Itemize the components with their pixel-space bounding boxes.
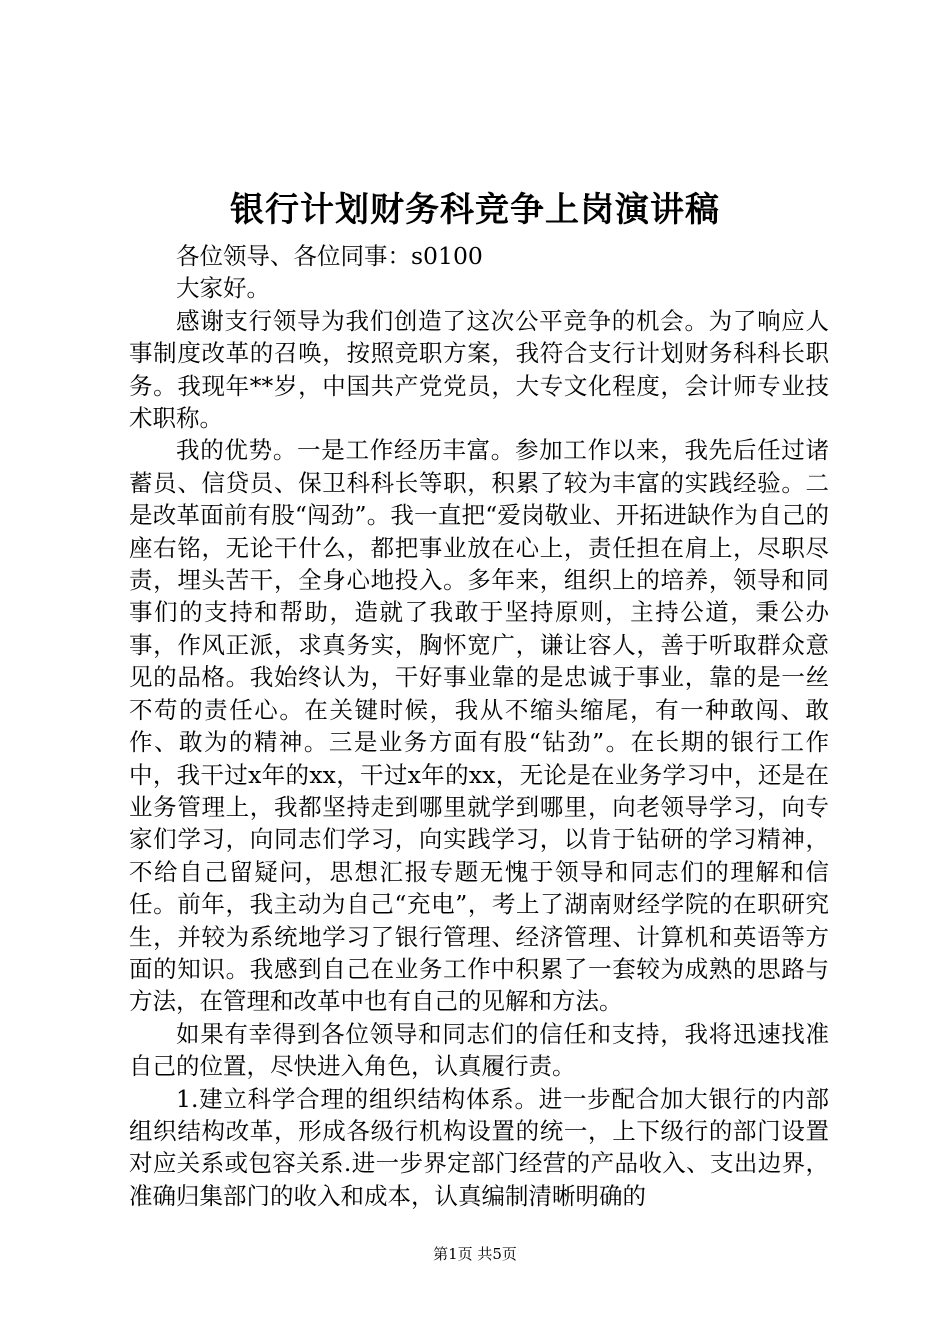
document-title: 银行计划财务科竞争上岗演讲稿 — [230, 190, 720, 230]
plan-item-paragraph: 1.建立科学合理的组织结构体系。进一步配合加大银行的内部组织结构改革，形成各级行机构设置的统一，上下级行的部门设置对应关系或包容关系.进一步界定部门经营的产品收入、支出边界，准确归集部门的收入和成本，认真编制清晰明确的 — [129, 1084, 829, 1210]
greeting-paragraph: 大家好。 — [176, 274, 270, 303]
strengths-paragraph: 我的优势。一是工作经历丰富。参加工作以来，我先后任过诸蓄员、信贷员、保卫科科长等职，积累了较为丰富的实践经验。二是改革面前有股“闯劲”。我一直把“爱岗敬业、开拓进缺作为自己的座右铭，无论干什么，都把事业放在心上，责任担在肩上，尽职尽责，埋头苦干，全身心地投入。多年来，组织上的培养，领导和同事们的支持和帮助，造就了我敢于坚持原则，主持公道，秉公办事，作风正派，求真务实，胸怀宽广，谦让容人，善于听取群众意见的品格。我始终认为，干好事业靠的是忠诚于事业，靠的是一丝不苟的责任心。在关键时候，我从不缩头缩尾，有一种敢闯、敢作、敢为的精神。三是业务方面有股“钻劲”。在长期的银行工作中，我干过x年的xx，干过x年的xx，无论是在业务学习中，还是在业务管理上，我都坚持走到哪里就学到哪里，向老领导学习，向专家们学习，向同志们学习，向实践学习，以肯于钻研的学习精神，不给自己留疑问，思想汇报专题无愧于领导和同志们的理解和信任。前年，我主动为自己“充电”，考上了湖南财经学院的在职研究生，并较为系统地学习了银行管理、经济管理、计算机和英语等方面的知识。我感到自己在业务工作中积累了一套较为成熟的思路与方法，在管理和改革中也有自己的见解和方法。 — [129, 436, 829, 1016]
salutation-paragraph: 各位领导、各位同事：s0100 — [176, 242, 483, 270]
page-number-footer: 第1页 共5页 — [433, 1245, 517, 1263]
document-body — [129, 240, 829, 1212]
introduction-paragraph: 感谢支行领导为我们创造了这次公平竞争的机会。为了响应人事制度改革的召唤，按照竞职方案，我符合支行计划财务科科长职务。我现年**岁，中国共产党党员，大专文化程度，会计师专业技术职称。 — [129, 306, 829, 433]
commitment-paragraph: 如果有幸得到各位领导和同志们的信任和支持，我将迅速找准自己的位置，尽快进入角色，认真履行责。 — [129, 1019, 829, 1081]
